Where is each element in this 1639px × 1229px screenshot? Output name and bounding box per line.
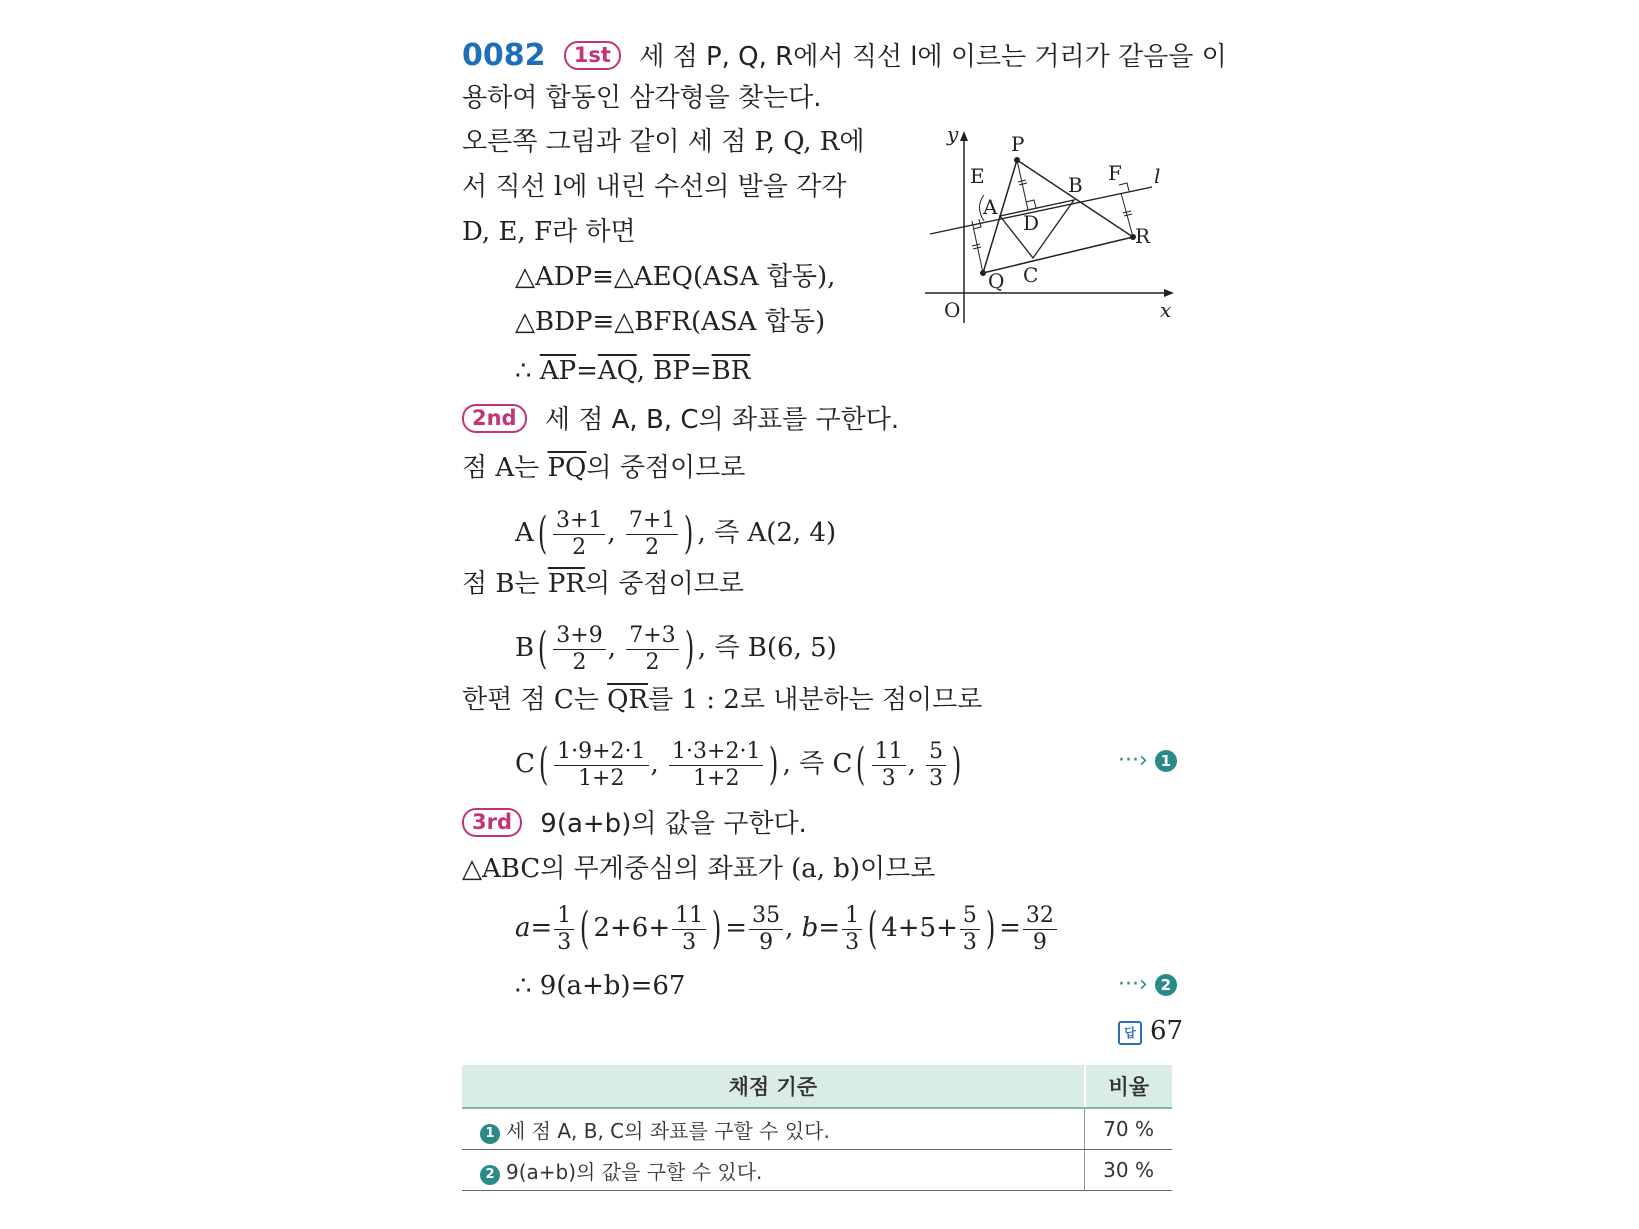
step2-header	[462, 404, 899, 436]
numerator: 7+1	[626, 508, 678, 535]
numerator: 11	[672, 903, 706, 930]
tick-mark	[972, 244, 980, 246]
fraction	[554, 903, 574, 956]
label-l: l	[1154, 164, 1161, 188]
paren: )	[985, 903, 996, 954]
fraction	[960, 903, 980, 956]
segment-br: $\overline{BR}$	[711, 356, 751, 386]
para1-line2: 서 직선 l에 내린 수선의 발을 각각	[462, 172, 847, 202]
coord-b-formula: B( $\frac{3+9}{2}$ , $\frac{7+3}{2}$ ) , 즉 B(6, 5)	[515, 622, 837, 675]
paren: (	[856, 739, 866, 790]
answer-icon: 답	[1118, 1021, 1142, 1045]
para1-line3: D, E, F라 하면	[462, 217, 636, 247]
segment-qr: $\overline{QR}$	[607, 685, 649, 715]
fraction	[842, 903, 862, 956]
text: 를 1 : 2로 내분하는 점이므로	[648, 685, 983, 715]
tick-mark	[1123, 211, 1131, 213]
step1-text: 세 점 P, Q, R에서 직선 l에 이르는 거리가 같음을 이	[639, 42, 1227, 72]
sum: 4+5+	[881, 913, 958, 943]
text: 한편 점 C는	[462, 685, 608, 715]
dotted-arrow: ···›	[1118, 748, 1148, 773]
denominator: 1+2	[578, 765, 625, 791]
point-label: C	[515, 749, 535, 779]
numerator: 1·3+2·1	[669, 739, 763, 766]
denominator: 3	[929, 765, 944, 791]
para1-line1: 오른쪽 그림과 같이 세 점 P, Q, R에	[462, 127, 865, 157]
denominator: 3	[557, 929, 572, 955]
paren: (	[867, 903, 878, 954]
step3-header	[462, 808, 807, 840]
therefore-equal-lengths	[515, 355, 750, 387]
division-c-line	[462, 684, 982, 716]
numerator: 1	[842, 903, 862, 930]
equals: =	[689, 356, 712, 386]
fraction	[626, 623, 678, 676]
fraction	[554, 739, 648, 792]
fraction	[672, 903, 706, 956]
fraction	[553, 623, 605, 676]
denominator: 3	[881, 765, 896, 791]
fraction	[669, 739, 763, 792]
text: 의 중점이므로	[584, 569, 744, 599]
fraction	[872, 739, 906, 792]
numerator: 3+9	[553, 623, 605, 650]
paren: (	[537, 623, 548, 674]
segment-pq: $\overline{PQ}$	[547, 453, 587, 483]
comma: ,	[636, 356, 654, 386]
tick-mark	[1019, 183, 1027, 185]
denominator: 2	[572, 649, 587, 675]
congruence-1: △ADP≡△AEQ(ASA 합동),	[515, 262, 836, 292]
text: 점 B는	[462, 569, 548, 599]
paren: )	[952, 739, 962, 790]
grading-criteria-table	[462, 1065, 1172, 1191]
step3-text: 9(a+b)의 값을 구한다.	[540, 809, 807, 839]
denominator: 9	[1032, 929, 1047, 955]
congruence-2: △BDP≡△BFR(ASA 합동)	[515, 307, 826, 337]
text: 점 A는	[462, 453, 548, 483]
step-marker-2	[1118, 972, 1177, 997]
ratio-cell: 30 %	[1085, 1150, 1172, 1191]
denominator: 1+2	[693, 765, 740, 791]
label-o: O	[944, 298, 961, 322]
point-q	[980, 270, 986, 276]
point-p	[1014, 157, 1020, 163]
fraction	[1023, 903, 1057, 956]
point-label: B	[515, 633, 535, 663]
tick-mark	[973, 247, 981, 249]
label-q: Q	[988, 269, 1005, 293]
answer	[1118, 1016, 1183, 1046]
criteria-cell	[462, 1108, 1085, 1150]
label-x: x	[1160, 298, 1172, 322]
problem-header	[462, 40, 1227, 73]
denominator: 2	[645, 649, 660, 675]
table-header-row	[462, 1065, 1172, 1108]
segment-aq: $\overline{AQ}$	[597, 356, 637, 386]
result: 즉 B(6, 5)	[714, 633, 837, 663]
label-f: F	[1108, 161, 1122, 185]
x-axis-arrow	[1164, 289, 1174, 297]
step1-text-cont: 용하여 합동인 삼각형을 찾는다.	[462, 83, 822, 113]
numerator: 32	[1023, 903, 1057, 930]
dotted-arrow: ···›	[1118, 972, 1148, 997]
denominator: 2	[645, 534, 660, 560]
label-r: R	[1135, 224, 1151, 248]
denominator: 3	[682, 929, 697, 955]
numerator: 1·9+2·1	[554, 739, 648, 766]
midpoint-b-line	[462, 568, 744, 600]
segment-ap: $\overline{AP}$	[539, 356, 577, 386]
criteria-text: 9(a+b)의 값을 구할 수 있다.	[506, 1159, 763, 1184]
circled-number: 2	[480, 1165, 500, 1185]
answer-value: 67	[1150, 1016, 1184, 1046]
eq-a-lhs: a=	[515, 913, 553, 943]
coordinate-figure	[920, 125, 1180, 325]
fraction	[926, 739, 946, 792]
numerator: 5	[926, 739, 946, 766]
ratio-cell: 70 %	[1085, 1108, 1172, 1150]
perp-pd	[1017, 160, 1028, 210]
result-prefix: 즉 C	[799, 749, 853, 779]
header-criteria: 채점 기준	[462, 1065, 1085, 1108]
paren: )	[769, 739, 779, 790]
denominator: 3	[845, 929, 860, 955]
text: 의 중점이므로	[586, 453, 746, 483]
numerator: 3+1	[553, 508, 605, 535]
table-row	[462, 1150, 1172, 1191]
paren: )	[711, 903, 722, 954]
segment-pr: $\overline{PR}$	[547, 569, 585, 599]
criteria-cell	[462, 1150, 1085, 1191]
equals: =	[576, 356, 598, 386]
step-badge-1st: 1st	[564, 41, 621, 70]
step2-text: 세 점 A, B, C의 좌표를 구한다.	[544, 405, 900, 435]
paren: (	[580, 903, 590, 954]
segment-bp: $\overline{BP}$	[653, 356, 690, 386]
numerator: 1	[554, 903, 574, 930]
y-axis-arrow	[960, 131, 968, 141]
label-b: B	[1068, 173, 1083, 197]
paren: )	[684, 508, 694, 559]
label-d: D	[1023, 211, 1040, 235]
fraction	[749, 903, 783, 956]
paren: )	[684, 623, 694, 674]
circled-number: 1	[1155, 750, 1177, 772]
numerator: 35	[749, 903, 783, 930]
problem-number: 0082	[462, 38, 546, 73]
circled-number: 1	[480, 1124, 500, 1144]
numerator: 7+3	[626, 623, 678, 650]
coord-a-formula: A( $\frac{3+1}{2}$ , $\frac{7+1}{2}$ ) , 즉 A(2, 4)	[515, 507, 837, 560]
label-c: C	[1023, 263, 1039, 287]
numerator: 11	[872, 739, 906, 766]
fraction	[626, 508, 678, 561]
denominator: 3	[962, 929, 977, 955]
tick-mark	[1124, 214, 1132, 216]
midpoint-a-line	[462, 452, 745, 484]
step-badge-3rd: 3rd	[462, 808, 522, 837]
point-label: A	[515, 518, 534, 548]
coord-c-formula: C( $\frac{1\cdot 9+2\cdot 1}{1+2}$ , $\frac{1\cdot 3+2\cdot 1}{1+2}$ ) , 즉 C( $\frac{11}{3}$ , $\frac{5}{3}$ )	[515, 738, 962, 791]
label-e: E	[970, 164, 985, 188]
criteria-text: 세 점 A, B, C의 좌표를 구할 수 있다.	[506, 1118, 830, 1143]
therefore-symbol: ∴	[515, 356, 540, 386]
denominator: 2	[572, 534, 587, 560]
centroid-equations: a= $\frac{1}{3}$ ( 2+6+ $\frac{11}{3}$ ) = $\frac{35}{9}$ , b= $\frac{1}{3}$ ( 4+5+ $\frac{5}{3}$ ) = $\frac{32}{9}$	[515, 898, 1059, 958]
centroid-line: △ABC의 무게중심의 좌표가 (a, b)이므로	[462, 854, 936, 884]
final-result: ∴ 9(a+b)=67	[515, 971, 686, 1001]
sum: 2+6+	[593, 913, 671, 943]
eq-b-lhs: b=	[801, 913, 841, 943]
circled-number: 2	[1155, 974, 1177, 996]
table-row	[462, 1108, 1172, 1150]
paren: (	[537, 508, 548, 559]
result: 즉 A(2, 4)	[714, 518, 837, 548]
label-a: A	[983, 195, 998, 219]
step-badge-2nd: 2nd	[462, 404, 527, 433]
paren: (	[538, 739, 549, 790]
step-marker-1	[1118, 748, 1177, 773]
fraction	[553, 508, 605, 561]
header-ratio: 비율	[1085, 1065, 1172, 1108]
denominator: 9	[759, 929, 774, 955]
numerator: 5	[960, 903, 980, 930]
label-p: P	[1011, 132, 1025, 156]
label-y: y	[947, 125, 959, 146]
